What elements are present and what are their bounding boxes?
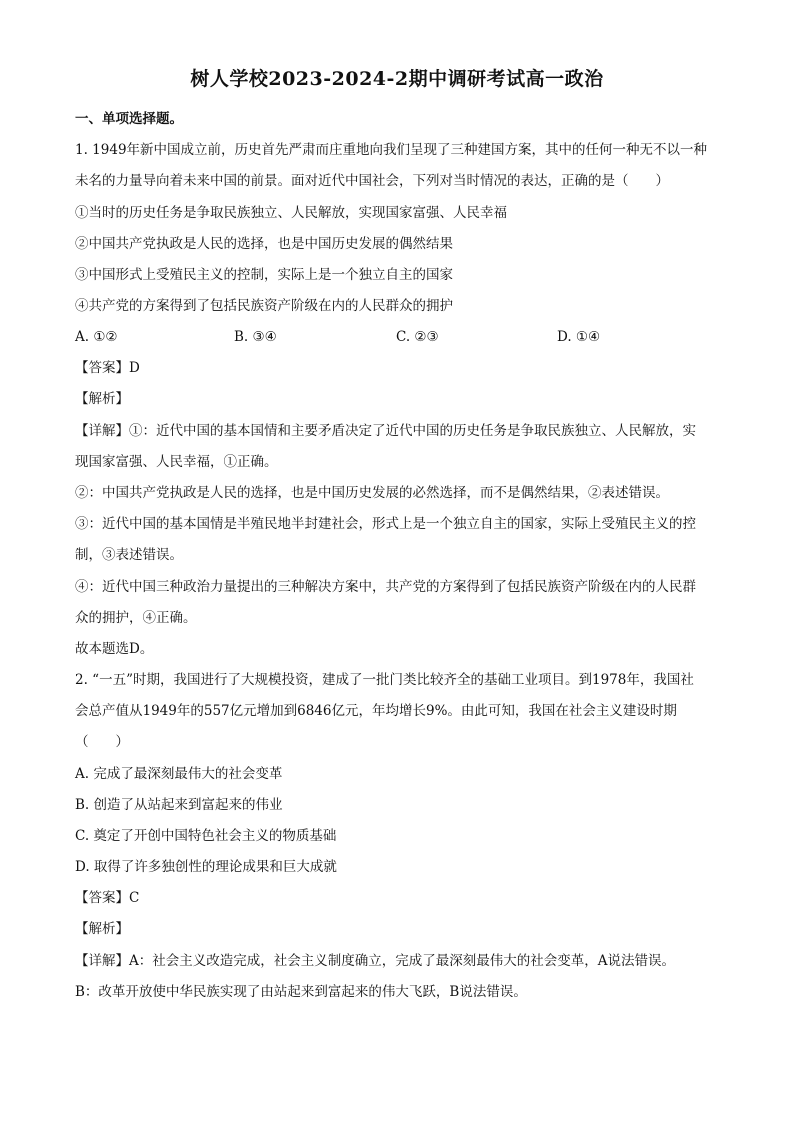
- q1-detail-line-1: 【详解】①：近代中国的基本国情和主要矛盾决定了近代中国的历史任务是争取民族独立、人民解放，实: [75, 423, 696, 439]
- q1-item-4: ④共产党的方案得到了包括民族资产阶级在内的人民群众的拥护: [75, 298, 453, 314]
- q1-detail-line-3: ②：中国共产党执政是人民的选择，也是中国历史发展的必然选择，而不是偶然结果，②表述错误。: [75, 485, 669, 501]
- q1-detail-line-2: 现国家富强、人民幸福，①正确。: [75, 454, 278, 470]
- q2-option-b: B. 创造了从站起来到富起来的伟业: [75, 797, 283, 813]
- q2-option-d: D. 取得了许多独创性的理论成果和巨大成就: [75, 859, 337, 875]
- q1-option-b: B. ③④: [234, 329, 277, 345]
- q2-stem-line-3: （ ）: [75, 734, 129, 750]
- q2-detail-line-1: 【详解】A：社会主义改造完成，社会主义制度确立，完成了最深刻最伟大的社会变革，A说法错误。: [75, 953, 675, 969]
- q1-analysis-label: 【解析】: [75, 391, 129, 407]
- q1-item-3: ③中国形式上受殖民主义的控制，实际上是一个独立自主的国家: [75, 267, 453, 283]
- q2-stem-line-2: 会总产值从1949年的557亿元增加到6846亿元，年均增长9%。由此可知，我国在社会主义建设时期: [75, 703, 677, 719]
- q1-detail-line-6: ④：近代中国三种政治力量提出的三种解决方案中，共产党的方案得到了包括民族资产阶级在内的人民群: [75, 579, 696, 595]
- q1-option-a: A. ①②: [75, 329, 118, 345]
- q1-detail-line-5: 制，③表述错误。: [75, 547, 183, 563]
- q1-stem-line-2: 未名的力量导向着未来中国的前景。面对近代中国社会，下列对当时情况的表达，正确的是（ ）: [75, 173, 669, 189]
- q1-detail-line-8: 故本题选D。: [75, 641, 154, 657]
- q1-detail-line-4: ③：近代中国的基本国情是半殖民地半封建社会，形式上是一个独立自主的国家，实际上受殖民主义的控: [75, 516, 696, 532]
- q2-option-a: A. 完成了最深刻最伟大的社会变革: [75, 766, 283, 782]
- q1-detail-line-7: 众的拥护，④正确。: [75, 610, 197, 626]
- section-heading: 一、单项选择题。: [75, 111, 183, 127]
- q1-item-2: ②中国共产党执政是人民的选择，也是中国历史发展的偶然结果: [75, 236, 453, 252]
- q2-detail-line-2: B：改革开放使中华民族实现了由站起来到富起来的伟大飞跃，B说法错误。: [75, 984, 527, 1000]
- q2-stem-line-1: 2. “一五”时期，我国进行了大规模投资，建成了一批门类比较齐全的基础工业项目。到1978年，我国社: [75, 672, 694, 688]
- q1-option-c: C. ②③: [396, 329, 439, 345]
- q1-option-d: D. ①④: [557, 329, 601, 345]
- q2-analysis-label: 【解析】: [75, 921, 129, 937]
- q1-item-1: ①当时的历史任务是争取民族独立、人民解放，实现国家富强、人民幸福: [75, 205, 507, 221]
- page-title: 树人学校2023-2024-2期中调研考试高一政治: [190, 68, 604, 90]
- q2-option-c: C. 奠定了开创中国特色社会主义的物质基础: [75, 828, 337, 844]
- q1-stem-line-1: 1. 1949年新中国成立前，历史首先严肃而庄重地向我们呈现了三种建国方案，其中的任何一种无不以一种: [75, 142, 708, 158]
- q1-answer: 【答案】D: [75, 360, 140, 376]
- q2-answer: 【答案】C: [75, 890, 140, 906]
